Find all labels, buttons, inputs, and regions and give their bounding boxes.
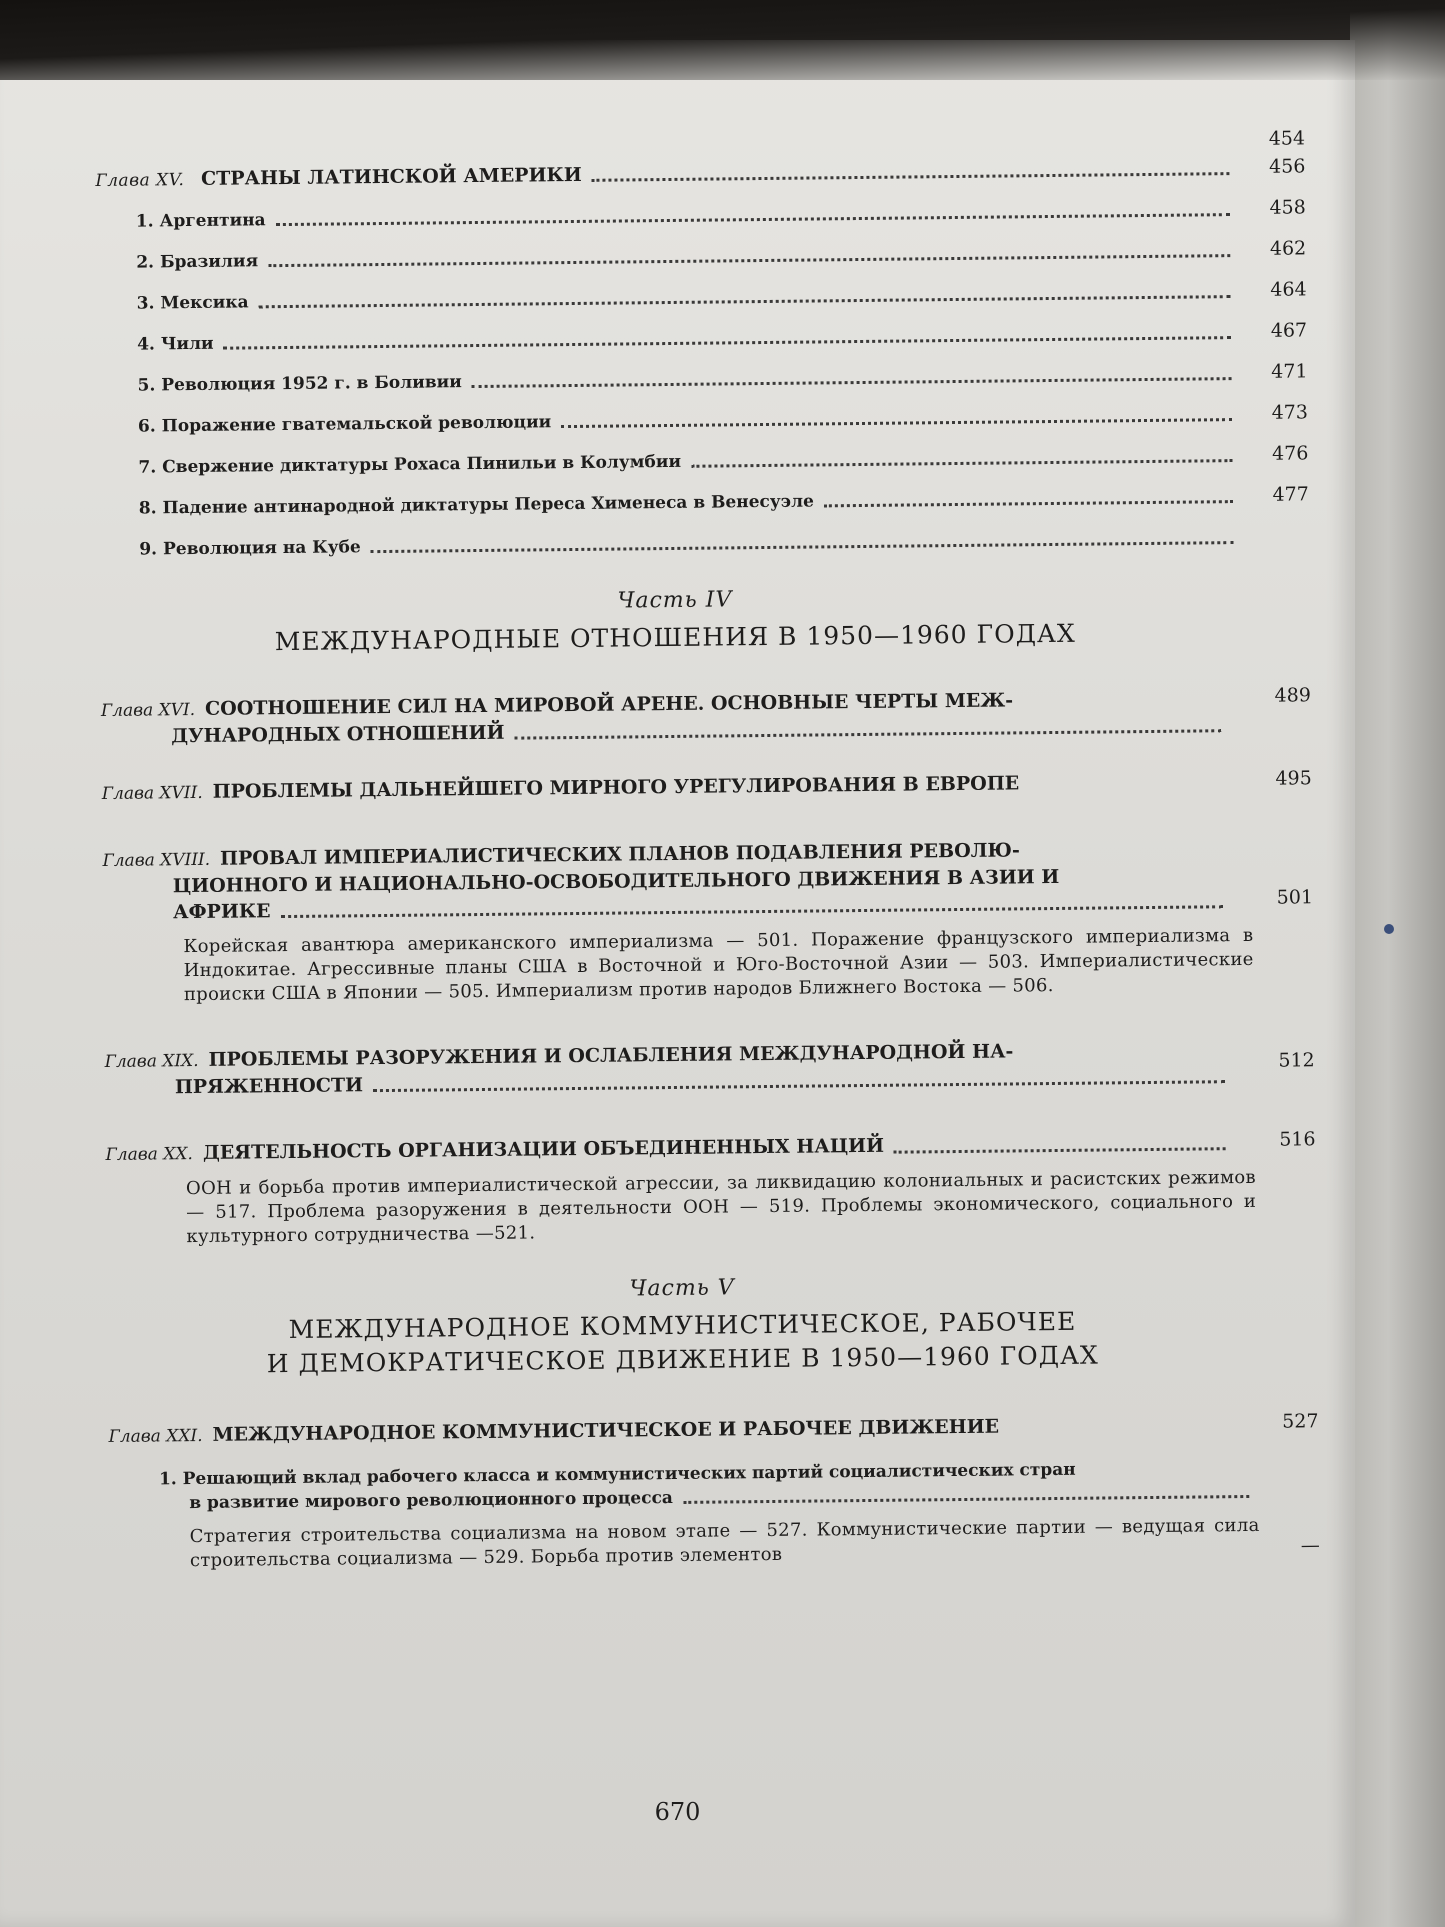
dot-leader (224, 336, 1231, 350)
toc-item: 7. Свержение диктатуры Рохаса Пинильи в Колумбии 476 (138, 442, 1309, 478)
toc-item: 9. Революция на Кубе (99, 526, 1249, 562)
subsection-title-line: 1. Решающий вклад рабочего класса и коммунистических партий социалистических стран (158, 1459, 1076, 1490)
book-page (0, 40, 1355, 1927)
chapter-title-line: ЦИОННОГО И НАЦИОНАЛЬНО-ОСВОБОДИТЕЛЬНОГО ДВИЖЕНИЯ В АЗИИ И (172, 865, 1060, 898)
toc-item: 3. Мексика 464 (136, 278, 1307, 314)
toc-page-number: 456 (1268, 155, 1306, 178)
chapter-description: Корейская авантюра американского империализма — 501. Поражение французского империализма в Индокитае. Агрессивные планы США в Восточной и Юго-Восточной Азии — 503. Империалистические происки США в Японии — 505. Империализм против народов Ближнего Востока — 506. (183, 924, 1254, 1006)
toc-page-number: 473 (1271, 401, 1309, 424)
dot-leader (824, 500, 1233, 507)
toc-chapter-18 (102, 835, 1314, 1008)
toc-page-number: 464 (1270, 278, 1307, 301)
chapter-title-line: МЕЖДУНАРОДНОЕ КОММУНИСТИЧЕСКОЕ И РАБОЧЕЕ ДВИЖЕНИЕ (212, 1415, 1000, 1446)
item-title: Свержение диктатуры Рохаса Пинильи в Колумбии (162, 451, 682, 478)
chapter-title-line: СООТНОШЕНИЕ СИЛ НА МИРОВОЙ АРЕНЕ. ОСНОВНЫЕ ЧЕРТЫ МЕЖ- (205, 689, 1014, 720)
dot-leader (281, 905, 1223, 918)
dot-leader (691, 459, 1232, 468)
toc-chapter-16 (100, 684, 1311, 750)
toc-page-number: 454 (1268, 127, 1306, 150)
item-title: Падение антинародной диктатуры Переса Хименеса в Венесуэле (162, 491, 814, 519)
chapter-description: ООН и борьба против империалистической агрессии, за ликвидацию колониальных и расистских режимов — 517. Проблема разоружения в деятельности ООН — 519. Проблемы экономического, социального и культурного сотрудничества —521. (185, 1166, 1257, 1248)
toc-item: 8. Падение антинародной диктатуры Переса Хименеса в Венесуэле 477 (138, 483, 1309, 519)
chapter-label: Глава XVII. (101, 782, 203, 804)
toc-page-number: 516 (1279, 1128, 1316, 1151)
page-number: 670 (654, 1798, 701, 1826)
dot-leader (561, 418, 1232, 428)
toc-page-number: 501 (1276, 886, 1314, 909)
toc-item: 4. Чили 467 (137, 319, 1308, 355)
chapter-label: Глава XV. (95, 170, 185, 191)
photo-top-shadow (0, 0, 1445, 80)
chapter-label: Глава XIX. (104, 1050, 199, 1072)
chapter-title-line: ПРОБЛЕМЫ ДАЛЬНЕЙШЕГО МИРНОГО УРЕГУЛИРОВАНИЯ В ЕВРОПЕ (212, 772, 1020, 803)
toc-page-number: — (1300, 1534, 1320, 1557)
chapter-title-line: ПРЯЖЕННОСТИ (174, 1074, 364, 1099)
part-title: МЕЖДУНАРОДНЫЕ ОТНОШЕНИЯ В 1950—1960 ГОДАХ (274, 618, 1076, 657)
toc-page-number: 458 (1269, 196, 1306, 219)
toc-page-number: 476 (1271, 442, 1309, 465)
book-page-edge (1350, 0, 1445, 1927)
chapter-title-line: АФРИКЕ (172, 900, 271, 924)
toc-page-number: 462 (1269, 237, 1307, 260)
toc-page-number: 512 (1278, 1049, 1315, 1072)
item-title: Мексика (160, 292, 249, 314)
dot-leader (472, 377, 1232, 388)
item-title: Революция 1952 г. в Боливии (161, 372, 462, 396)
chapter-label: Глава XVI. (100, 699, 196, 721)
toc-chapter-17 (101, 767, 1312, 807)
chapter-title: СТРАНЫ ЛАТИНСКОЙ АМЕРИКИ (200, 163, 582, 190)
toc-page-number: 477 (1272, 483, 1309, 506)
chapter-label: Глава XXI. (108, 1425, 203, 1447)
item-title: Революция на Кубе (162, 537, 361, 560)
chapter-title-line: ДЕЯТЕЛЬНОСТЬ ОРГАНИЗАЦИИ ОБЪЕДИНЕННЫХ НАЦИЙ (202, 1134, 885, 1164)
item-title: Поражение гватемальской революции (161, 412, 552, 437)
subsection-description: Стратегия строительства социализма на новом этапе — 527. Коммунистические партии — ведущая сила строительства социализма — 529. Борьба против элементов (189, 1514, 1260, 1572)
ink-speck (1384, 924, 1394, 934)
toc-item: 1. Аргентина 458 (135, 196, 1306, 232)
part-label: Часть IV (617, 587, 733, 614)
part-label: Часть V (629, 1275, 735, 1302)
toc-chapter-20 (105, 1128, 1316, 1250)
subsection-title-line: в развитие мирового революционного процесса (189, 1488, 674, 1514)
item-title: Аргентина (159, 210, 266, 232)
dot-leader (683, 1495, 1249, 1504)
item-title: Чили (160, 333, 214, 355)
part-title: МЕЖДУНАРОДНОЕ КОММУНИСТИЧЕСКОЕ, РАБОЧЕЕ И ДЕМОКРАТИЧЕСКОЕ ДВИЖЕНИЕ В 1950—1960 ГОДАХ (266, 1306, 1099, 1379)
chapter-title-line: ПРОБЛЕМЫ РАЗОРУЖЕНИЯ И ОСЛАБЛЕНИЯ МЕЖДУНАРОДНОЙ НА- (208, 1040, 1014, 1071)
dot-leader (515, 729, 1222, 739)
toc-item: 2. Бразилия 462 (136, 237, 1307, 273)
chapter-title-line: ДУНАРОДНЫХ ОТНОШЕНИЙ (171, 721, 505, 748)
toc-subsection (109, 1456, 1320, 1574)
dot-leader (371, 541, 1234, 553)
toc-item: 5. Революция 1952 г. в Боливии 471 (137, 360, 1308, 396)
toc-page-number: 527 (1282, 1410, 1319, 1433)
dot-leader (373, 1080, 1225, 1092)
chapter-label: Глава XVIII. (102, 849, 211, 871)
dot-leader (268, 254, 1230, 267)
toc-page-number: 467 (1270, 319, 1308, 342)
toc-page-number: 489 (1274, 684, 1311, 707)
toc-page-number: 495 (1275, 767, 1312, 790)
dot-leader (276, 213, 1230, 226)
item-title: Бразилия (159, 251, 259, 273)
table-of-contents (95, 127, 1320, 1574)
toc-page-number: 471 (1271, 360, 1308, 383)
dot-leader (592, 172, 1230, 182)
dot-leader (894, 1147, 1226, 1153)
toc-chapter-21 (108, 1410, 1319, 1450)
chapter-title-line: ПРОВАЛ ИМПЕРИАЛИСТИЧЕСКИХ ПЛАНОВ ПОДАВЛЕНИЯ РЕВОЛЮ- (219, 839, 1020, 870)
toc-chapter-15 (95, 155, 1306, 193)
chapter-label: Глава XX. (105, 1144, 193, 1165)
dot-leader (259, 295, 1231, 308)
toc-item: 6. Поражение гватемальской революции 473 (137, 401, 1309, 437)
toc-chapter-19 (104, 1036, 1315, 1101)
